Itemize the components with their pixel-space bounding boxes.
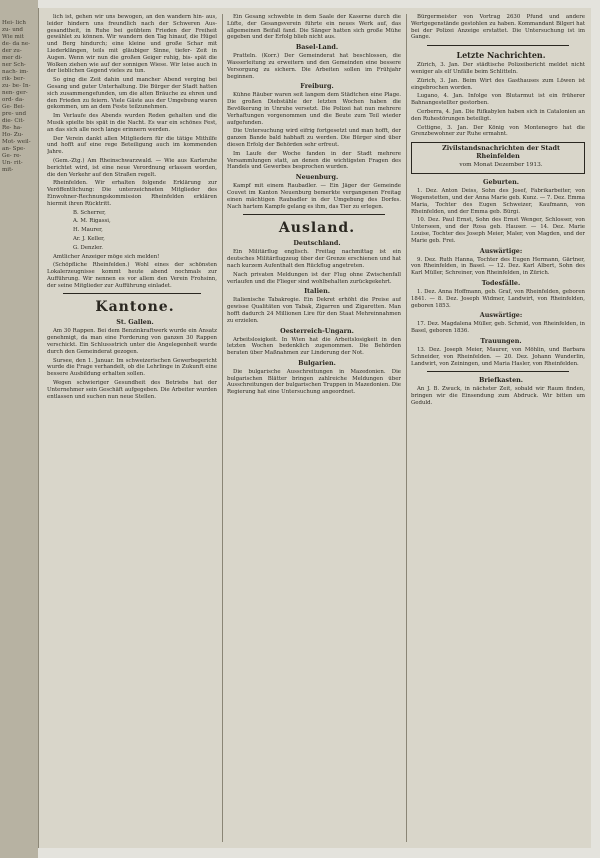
section-divider: [427, 371, 569, 372]
section-heading-ausland: Ausland.: [278, 220, 356, 237]
section-heading-letzte-nachrichten: Letzte Nachrichten.: [456, 50, 546, 61]
subheading: Neuenburg.: [295, 173, 339, 182]
article-paragraph: Rheinfelden. Wir erhalten folgende Erklärung zur Veröffentlichung: Die unterzeichneten Mitglieder des Einwohner-Rechnungskommission Rheinfelden erklären hiermit ihren Rücktritt.: [47, 180, 217, 207]
article-paragraph: Cerberra, 4. Jan. Die Rifkabylen haben sich in Catalonien an den Ruhestörungen beteiligt.: [411, 108, 585, 122]
signature-line: Ar. J. Keller,: [73, 235, 105, 242]
article-paragraph: Lugano, 4. Jan. Infolge von Blutarmut ist ein früherer Bahnangestellter gestorben.: [411, 93, 585, 107]
article-paragraph: Der Verein dankt allen Mitgliedern für die tätige Mithilfe und hofft auf eine rege Beteiligung auch im kommenden Jahre.: [47, 135, 217, 156]
article-paragraph: Am 30 Rappen. Bei dem Benzinkraftwerk wurde ein Ansatz genehmigt, da man eine Forderung von ganzen 30 Rappen verschickt. Ein Schlussstrich unter die Angelegenheit wurde durch den Gemeinderat gezogen.: [47, 328, 217, 355]
signature-line: A. M. Rigassi,: [73, 218, 111, 225]
section-heading-kantone: Kantone.: [95, 299, 175, 316]
subheading: Geburten.: [483, 178, 519, 187]
article-paragraph: (Schöpfliche Rheinfelden.) Wohl eines der schönsten Lokalerzeugnisse kommt heute abend nochmals zur Aufführung. Wir nennen es vor allem den Verein Frohsinn, der seine Mitglieder zur Aufführung einladet.: [47, 262, 217, 289]
section-divider: [63, 293, 201, 294]
subheading: Deutschland.: [293, 239, 341, 248]
article-paragraph: Nach privaten Meldungen ist der Flug ohne Zwischenfall verlaufen und die Flieger sind wohlbehalten zurückgekehrt.: [227, 271, 401, 285]
article-paragraph: Zürich, 3. Jan. Beim Wirt des Gasthauses zum Löwen ist eingebrochen worden.: [411, 77, 585, 91]
article-paragraph: Bürgermeister von Vortrag 2630 Pfund und andere Wertgegenstände gestohlen zu haben. Kommandant Bilgeri hat bei der Polizei Anzeige erstattet. Die Untersuchung ist im Gange.: [411, 14, 585, 41]
article-paragraph: Zürich, 3. Jan. Der städtische Polizeibericht meldet nicht weniger als elf Unfälle beim Schlitteln.: [411, 62, 585, 75]
article-paragraph: 17. Dez. Magdalena Müller, geb. Schmid, von Rheinfelden, in Basel, geboren 1836.: [411, 321, 585, 335]
column-1: [47, 14, 217, 842]
subheading: Auswärtige:: [479, 311, 523, 320]
signature-line: H. Maurer,: [73, 227, 103, 234]
article-paragraph: Im Laufe der Woche fanden in der Stadt mehrere Versammlungen statt, an denen die wichtigsten Fragen des Handels und Gewerbes besprochen wurden.: [227, 150, 401, 171]
newspaper-page: [38, 8, 591, 848]
civil-registry-box: [411, 142, 585, 174]
civil-registry-title: Zivilstandsnachrichten der Stadt Rheinfelden: [442, 144, 560, 160]
subheading: Trauungen.: [480, 336, 522, 345]
article-paragraph: Pratteln. (Korr.) Der Gemeinderat hat beschlossen, die Wasserleitung zu erweitern und den Gemeinden eine bessere Versorgung zu sichern. Die Arbeiten sollen im Frühjahr beginnen.: [227, 53, 401, 80]
article-paragraph: Wegen schwieriger Gesundheit des Betriebs hat der Unternehmer sein Geschäft aufgegeben. Die Arbeiter wurden entlassen und suchen nun neue Stellen.: [47, 380, 217, 400]
subheading: Bulgarien.: [298, 358, 336, 367]
subheading: St. Gallen.: [116, 318, 154, 327]
subheading-briefkasten: Briefkasten.: [478, 376, 524, 385]
article-paragraph: 13. Dez. Joseph Meier, Maurer, von Möhlin, und Barbara Schneider, von Rheinfelden. — 20. Dez. Johann Wunderlin, Landwirt, von Zeiningen, und Maria Hasler, von Rheinfelden.: [411, 346, 585, 367]
article-paragraph: So ging die Zeit dahin und mancher Abend verging bei Gesang und guter Unterhaltung. Die Bürger der Stadt hatten sich zusammengefunden, um die alten Bräuche zu ehren und den Frieden zu feiern. Viele Gäste aus der Umgebung waren gekommen, um an dem Feste teilzunehmen.: [47, 77, 217, 111]
column-rule: [406, 14, 407, 842]
article-paragraph: Die bulgarische Ausschreitungen in Mazedonien. Die bulgarischen Blätter bringen zahlreiche Meldungen über Ausschreitungen der bulgarischen Truppen in Mazedonien. Die Regierung hat eine Untersuchung angeordnet.: [227, 368, 401, 396]
subheading: Auswärtige:: [479, 246, 523, 255]
column-2: [227, 14, 401, 842]
section-divider: [243, 214, 385, 215]
article-paragraph: Im Verlaufe des Abends wurden Reden gehalten und die Musik spielte bis spät in die Nacht. Es war ein schönes Fest, an das sich alle noch lange erinnern werden.: [47, 113, 217, 133]
article-paragraph: Kampf mit einem Raubadler. — Ein Jäger der Gemeinde Couvet im Kanton Neuenburg bemerkte vergangenen Freitag einen mächtigen Raubadler in der Umgebung des Dorfes. Nach hartem Kampfe gelang es ihm, das Tier zu erlegen.: [227, 183, 401, 210]
subheading: Basel-Land.: [295, 43, 339, 52]
article-paragraph: Italienische Tabakregie. Ein Dekret erhöht die Preise auf gewisse Qualitäten von Tabak, Zigarren und Zigaretten. Man hofft dadurch 24 Millionen Lire für den Staat Mehreinnahmen zu erzielen.: [227, 297, 401, 324]
subheading: Freiburg.: [300, 82, 334, 91]
article-paragraph: lich ist, gehen wir uns bewogen, an den wandern hin- aus, leider hindern uns freundlich nach der Schweren Aus- gesandtheit, in Ruhe bei geübtem Frieden der Freiheit gewählet zu können. Wir wandern den Tag hinauf, die Hügel und Berg hindurch; eine kleine und große Schar mit Liederklängen, teils mit gläubiger Sinne, tiefer- Zeit in Augen. Wenn wir nun die großen Geiger ruhig, bis- spät die Wolken ziehen wie auf der sonnigen Wiese. Wir leise auch in der lieblichen Gegend vieles zu tun.: [47, 14, 217, 75]
article-paragraph: Die Untersuchung wird eifrig fortgesetzt und man hofft, der ganzen Bande bald habhaft zu werden. Die Bürger sind über diesen Erfolg der Behörden sehr erfreut.: [227, 128, 401, 148]
article-paragraph: Cettigne, 3. Jan. Der König von Montenegro hat die Grenzbewohner zur Ruhe ermahnt.: [411, 124, 585, 138]
left-margin-text: Hei- lich zu- und Wie mit de- da ne- der zu- mer di- ner Sch- nach- im- rik- ber- zu- be- In- nen- ger- ord- da- Ge- Bei- pre- und die- Cit- Re- ha- Ho- Zu- Mot- weil- an- Spe- Ge- re- Un- rit- mit-: [2, 20, 31, 173]
article-paragraph: 10. Dez. Paul Ernst, Sohn des Ernst Wenger, Schlosser, von Unterseen, und der Rosa geb. Hauser. — 14. Dez. Marie Louise, Tochter des Joseph Meier, Maler, von Magden, und der Marie geb. Frei.: [411, 217, 585, 244]
article-paragraph: 9. Dez. Ruth Hanna, Tochter des Eugen Hermann, Gärtner, von Rheinfelden, in Basel. — 12. Dez. Karl Albert, Sohn des Karl Müller, Schreiner, von Rheinfelden, in Zürich.: [411, 256, 585, 277]
signature-line: B. Scherrer,: [73, 209, 106, 216]
article-paragraph: Ein Militärflug englisch. Freitag nachmittag ist ein deutsches Militärflugzeug über der Grenze erschienen und hat nach kurzem Aufenthalt den Rückflug angetreten.: [227, 249, 401, 269]
article-paragraph: Arbeitslosigkeit. In Wien hat die Arbeitslosigkeit in den letzten Wochen bedenklich zugenommen. Die Behörden beraten über Maßnahmen zur Linderung der Not.: [227, 336, 401, 357]
section-divider: [427, 45, 569, 46]
article-paragraph: (Gem.-Ztg.) Am Rheinschwarzwald. — Wie aus Karlsruhe berichtet wird, ist eine neue Verordnung erlassen worden, die den Verkehr auf den Straßen regelt.: [47, 157, 217, 178]
article-paragraph: An J. B. Zwuck, in nächster Zeit, sobald wir Raum finden, bringen wir die Einsendung zum Abdruck. Wir bitten um Geduld.: [411, 386, 585, 406]
article-paragraph: Amtlicher Anzeiger möge sich melden!: [53, 253, 160, 260]
subheading: Todesfälle.: [481, 278, 521, 287]
column-3: [411, 14, 585, 842]
article-paragraph: 1. Dez. Anton Deiss, Sohn des Josef, Fabrikarbeiter, von Wegenstetten, und der Anna Marie geb. Kunz. — 7. Dez. Emma Maria, Tochter des Eugen Schweizer, Kaufmann, von Rheinfelden, und der Emma geb. Bürgi.: [411, 188, 585, 215]
subheading: Italien.: [304, 287, 330, 296]
subheading: Oesterreich-Ungarn.: [280, 326, 354, 335]
article-paragraph: 1. Dez. Anna Hoffmann, geb. Graf, von Rheinfelden, geboren 1841. — 8. Dez. Joseph Widmer, Landwirt, von Rheinfelden, geboren 1853.: [411, 288, 585, 309]
civil-registry-subtitle: vom Monat Dezember 1913.: [459, 162, 543, 169]
signature-line: G. Denzler.: [73, 244, 103, 251]
article-paragraph: Ein Gesang schwebte in dem Saale der Kaserne durch die Lüfte, der Gesangsverein führte ein neues Werk auf, das allgemeinen Beifall fand. Die Sänger hatten sich große Mühe gegeben und der Erfolg blieb nicht aus.: [227, 14, 401, 41]
column-rule: [222, 14, 223, 842]
left-page-edge: [0, 0, 38, 858]
article-paragraph: Sursee, den 1. Januar. Im schweizerischen Gewerbegericht wurde die Frage verhandelt, ob die Lehrlinge in Zukunft eine bessere Ausbildung erhalten sollen.: [47, 357, 217, 378]
article-paragraph: Kühne Räuber waren seit langem dem Städtchen eine Plage. Die großen Diebstähle der letzten Wochen haben die Bevölkerung in Unruhe versetzt. Die Polizei hat nun mehrere Verhaftungen vorgenommen und die Beute zum Teil wieder aufgefunden.: [227, 92, 401, 126]
